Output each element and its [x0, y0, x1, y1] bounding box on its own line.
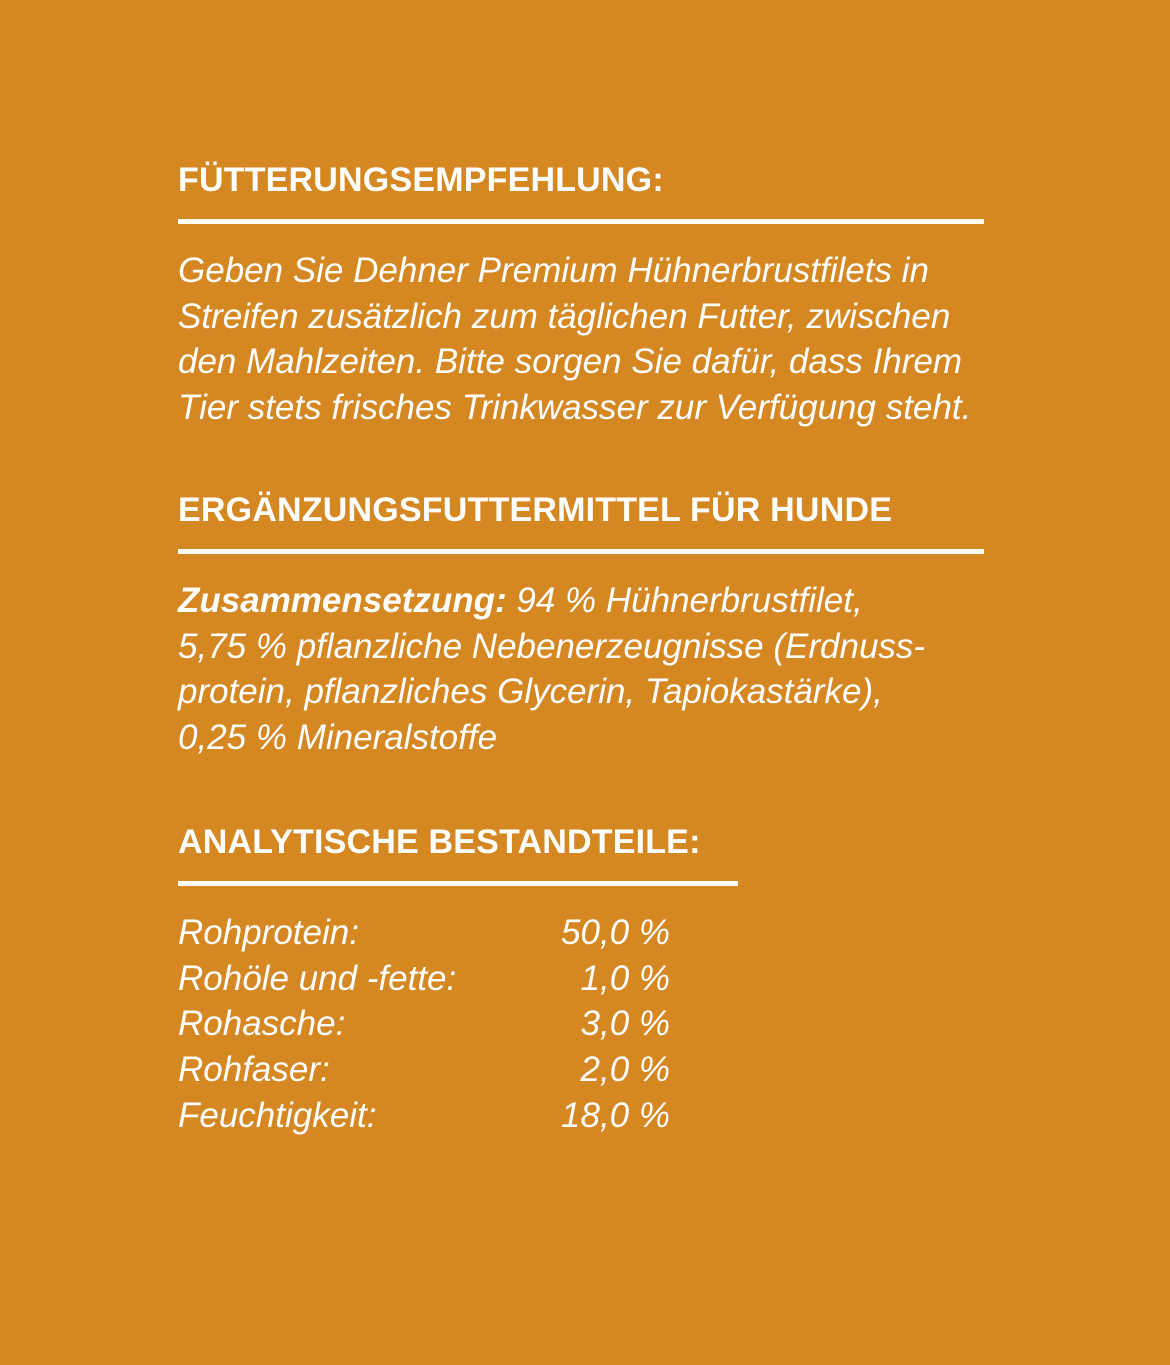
- analytic-row: [178, 1001, 670, 1047]
- composition-line: 0,25 % Mineralstoffe: [178, 717, 498, 757]
- analytic-value: 50,0 %: [561, 913, 670, 952]
- analytic-table: [178, 910, 984, 1139]
- complementary-divider: [178, 549, 984, 554]
- complementary-section: [178, 488, 984, 760]
- analytic-label: Feuchtigkeit:: [178, 1095, 377, 1135]
- feeding-line: Geben Sie Dehner Premium Hühnerbrustfilets in: [178, 251, 929, 290]
- label-content: [178, 158, 984, 1139]
- analytic-section: [178, 820, 984, 1139]
- complementary-heading: ERGÄNZUNGSFUTTERMITTEL FÜR HUNDE: [178, 491, 893, 529]
- feeding-section: [178, 158, 984, 430]
- composition-line: protein, pflanzliches Glycerin, Tapiokastärke),: [178, 672, 883, 711]
- analytic-label: Rohasche:: [178, 1004, 346, 1044]
- feeding-line: den Mahlzeiten. Bitte sorgen Sie dafür, dass Ihrem: [178, 342, 963, 381]
- feeding-line: Tier stets frisches Trinkwasser zur Verfügung steht.: [178, 387, 972, 427]
- analytic-divider: [178, 881, 738, 886]
- analytic-label: Rohprotein:: [178, 913, 359, 952]
- composition-line: 5,75 % pflanzliche Nebenerzeugnisse (Erdnuss-: [178, 626, 926, 666]
- analytic-label: Rohöle und -fette:: [178, 958, 457, 998]
- analytic-row: [178, 956, 670, 1002]
- composition-first-line: 94 % Hühnerbrustfilet,: [506, 581, 863, 620]
- composition-label: Zusammensetzung:: [178, 581, 507, 620]
- analytic-value: 3,0 %: [580, 1004, 670, 1044]
- analytic-value: 2,0 %: [580, 1050, 670, 1090]
- analytic-label: Rohfaser:: [178, 1050, 330, 1090]
- analytic-heading: ANALYTISCHE BESTANDTEILE:: [178, 823, 701, 861]
- analytic-row: [178, 910, 670, 956]
- analytic-row: [178, 1047, 670, 1093]
- composition-line: [178, 578, 984, 624]
- feeding-line: Streifen zusätzlich zum täglichen Futter, zwischen: [178, 296, 951, 336]
- feeding-divider: [178, 219, 984, 224]
- composition-text: [178, 578, 984, 760]
- analytic-value: 18,0 %: [561, 1095, 670, 1135]
- analytic-value: 1,0 %: [580, 958, 670, 998]
- feeding-text: [178, 248, 984, 430]
- analytic-row: [178, 1093, 670, 1139]
- feeding-heading: FÜTTERUNGSEMPFEHLUNG:: [178, 161, 664, 199]
